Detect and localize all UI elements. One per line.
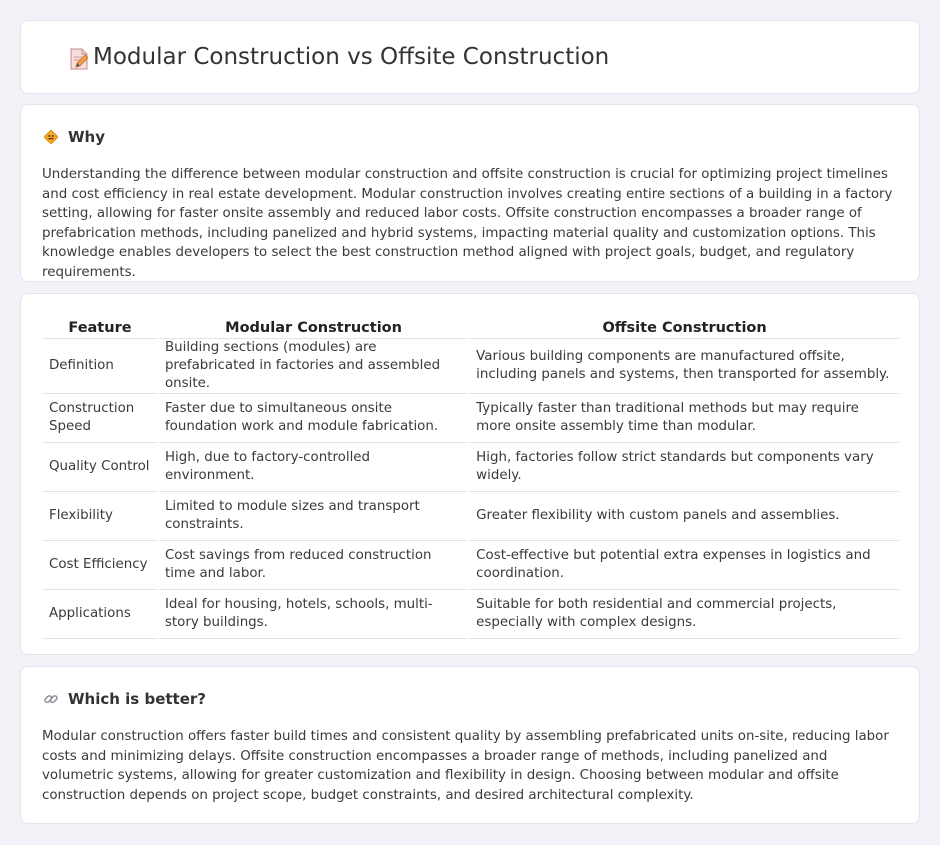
header-card	[20, 20, 920, 94]
table-row	[43, 443, 899, 492]
link-icon	[43, 691, 59, 707]
table-row	[43, 492, 899, 541]
header-offsite: Offsite Construction	[470, 312, 899, 339]
modular-cell: Limited to module sizes and transport constraints.	[159, 492, 468, 541]
offsite-cell: Various building components are manufactured offsite, including panels and systems, then transported for assembly.	[470, 339, 899, 394]
why-heading-row	[43, 127, 105, 147]
document-pencil-icon	[67, 47, 91, 71]
feature-cell: Flexibility	[43, 492, 157, 541]
table-row	[43, 394, 899, 443]
why-heading: Why	[68, 128, 106, 146]
comparison-table	[41, 312, 901, 639]
which-better-section	[20, 666, 920, 824]
modular-cell: Faster due to simultaneous onsite foundation work and module fabrication.	[159, 394, 468, 443]
table-header-row	[43, 312, 899, 339]
table-row	[43, 541, 899, 590]
feature-cell: Definition	[43, 339, 157, 394]
feature-cell: Quality Control	[43, 443, 157, 492]
header-modular: Modular Construction	[159, 312, 468, 339]
modular-cell: Ideal for housing, hotels, schools, multi-story buildings.	[159, 590, 468, 639]
feature-cell: Construction Speed	[43, 394, 157, 443]
header-feature: Feature	[43, 312, 157, 339]
modular-cell: Cost savings from reduced construction time and labor.	[159, 541, 468, 590]
better-text: Modular construction offers faster build times and consistent quality by assembling prefabricated units on-site, reducing labor costs and minimizing delays. Offsite construction encompasses a broader range of methods, including panelized and volumetric systems, allowing for greater customization and flexibility in design. Choosing between modular and offsite construction depends on project scope, budget constraints, and desired architectural complexity.	[42, 729, 889, 803]
better-heading: Which is better?	[68, 690, 206, 708]
table-row	[43, 339, 899, 394]
table-row	[43, 590, 899, 639]
feature-cell: Cost Efficiency	[43, 541, 157, 590]
better-heading-row	[43, 689, 206, 709]
diamond-sign-icon	[43, 129, 59, 145]
modular-cell: High, due to factory-controlled environment.	[159, 443, 468, 492]
offsite-cell: Typically faster than traditional methods but may require more onsite assembly time than modular.	[470, 394, 899, 443]
offsite-cell: Greater flexibility with custom panels and assemblies.	[470, 492, 899, 541]
feature-cell: Applications	[43, 590, 157, 639]
why-text: Understanding the difference between modular construction and offsite construction is crucial for optimizing project timelines and cost efficiency in real estate development. Modular construction involves creating entire sections of a building in a factory setting, allowing for faster onsite assembly and reduced labor costs. Offsite construction encompasses a broader range of prefabrication methods, including panelized and hybrid systems, impacting material quality and customization options. This knowledge enables developers to select the best construction method aligned with project goals, budget, and regulatory requirements.	[42, 167, 893, 280]
comparison-card	[20, 293, 920, 655]
why-section	[20, 104, 920, 282]
offsite-cell: Suitable for both residential and commercial projects, especially with complex designs.	[470, 590, 899, 639]
offsite-cell: High, factories follow strict standards but components vary widely.	[470, 443, 899, 492]
offsite-cell: Cost-effective but potential extra expenses in logistics and coordination.	[470, 541, 899, 590]
page-title: Modular Construction vs Offsite Construction	[93, 44, 610, 70]
modular-cell: Building sections (modules) are prefabricated in factories and assembled onsite.	[159, 339, 468, 394]
